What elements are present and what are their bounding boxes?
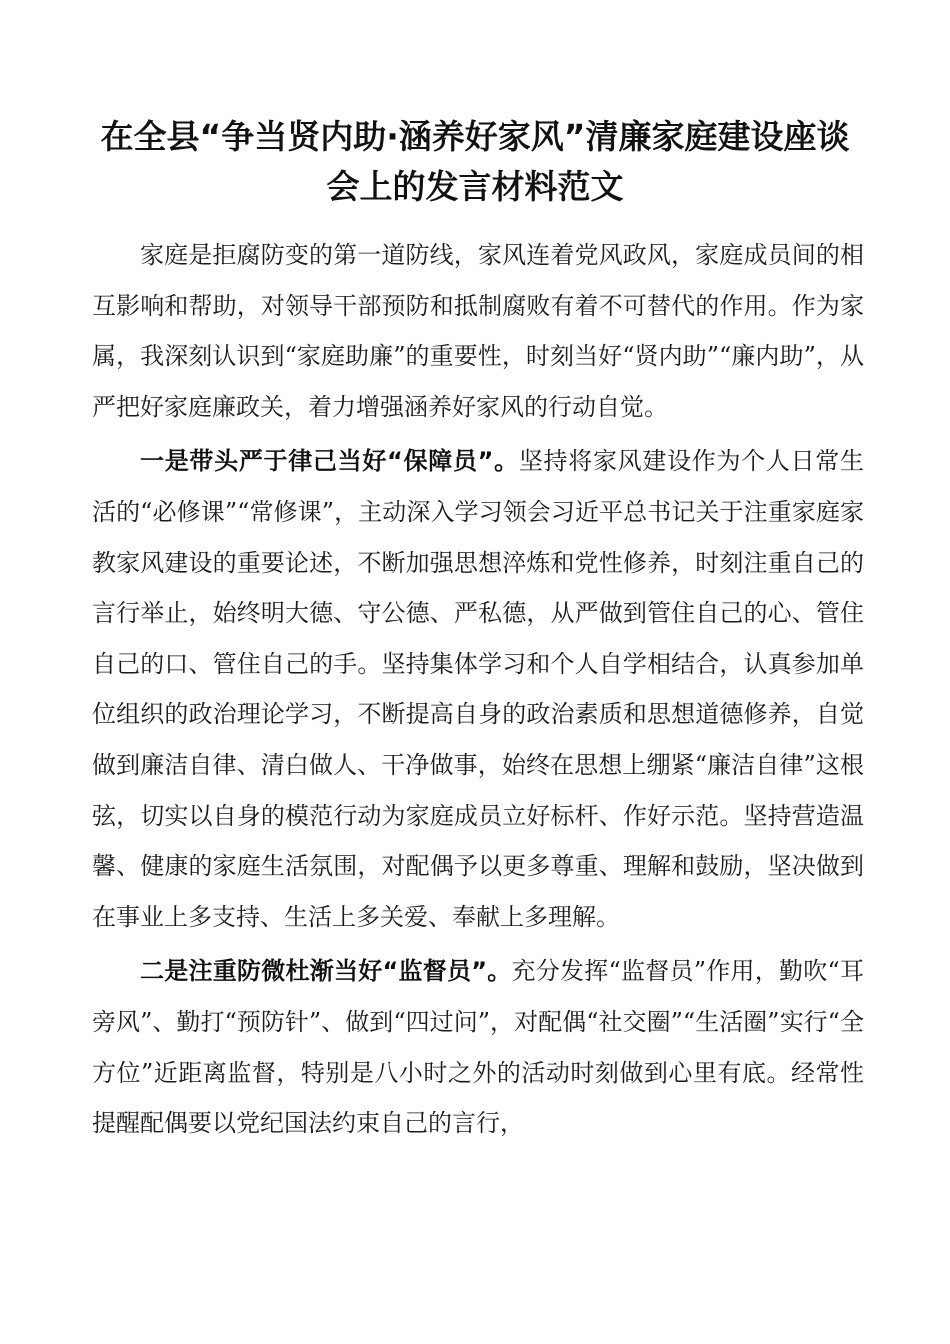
paragraph-intro-text: 家庭是拒腐防变的第一道防线，家风连着党风政风，家庭成员间的相互影响和帮助，对领导干部预防和抵制腐败有着不可替代的作用。作为家属，我深刻认识到“家庭助廉”的重要性，时刻当好“贤内助”“廉内助”，从严把好家庭廉政关，着力增强涵养好家风的行动自觉。 bbox=[92, 241, 864, 421]
paragraph-point-two bbox=[92, 946, 864, 1148]
paragraph-point-two-heading: 二是注重防微杜渐当好“监督员”。 bbox=[140, 957, 512, 986]
document-body bbox=[92, 230, 864, 1153]
paragraph-point-one-heading: 一是带头严于律己当好“保障员”。 bbox=[140, 447, 519, 476]
paragraph-point-one-text: 坚持将家风建设作为个人日常生活的“必修课”“常修课”，主动深入学习领会习近平总书记关于注重家庭家教家风建设的重要论述，不断加强思想淬炼和党性修养，时刻注重自己的言行举止，始终明大德、守公德、严私德，从严做到管住自己的心、管住自己的口、管住自己的手。坚持集体学习和个人自学相结合，认真参加单位组织的政治理论学习，不断提高自身的政治素质和思想道德修养，自觉做到廉洁自律、清白做人、干净做事，始终在思想上绷紧“廉洁自律”这根弦，切实以自身的模范行动为家庭成员立好标杆、作好示范。坚持营造温馨、健康的家庭生活氛围，对配偶予以更多尊重、理解和鼓励，坚决做到在事业上多支持、生活上多关爱、奉献上多理解。 bbox=[92, 447, 865, 931]
paragraph-point-one bbox=[92, 436, 864, 942]
document-title: 在全县“争当贤内助·涵养好家风”清廉家庭建设座谈会上的发言材料范文 bbox=[100, 117, 850, 206]
paragraph-intro bbox=[92, 230, 864, 432]
paragraph-point-two-text: 充分发挥“监督员”作用，勤吹“耳旁风”、勤打“预防针”、做到“四过问”，对配偶“社交圈”“生活圈”实行“全方位”近距离监督，特别是八小时之外的活动时刻做到心里有底。经常性提醒配偶要以党纪国法约束自己的言行， bbox=[92, 957, 865, 1138]
